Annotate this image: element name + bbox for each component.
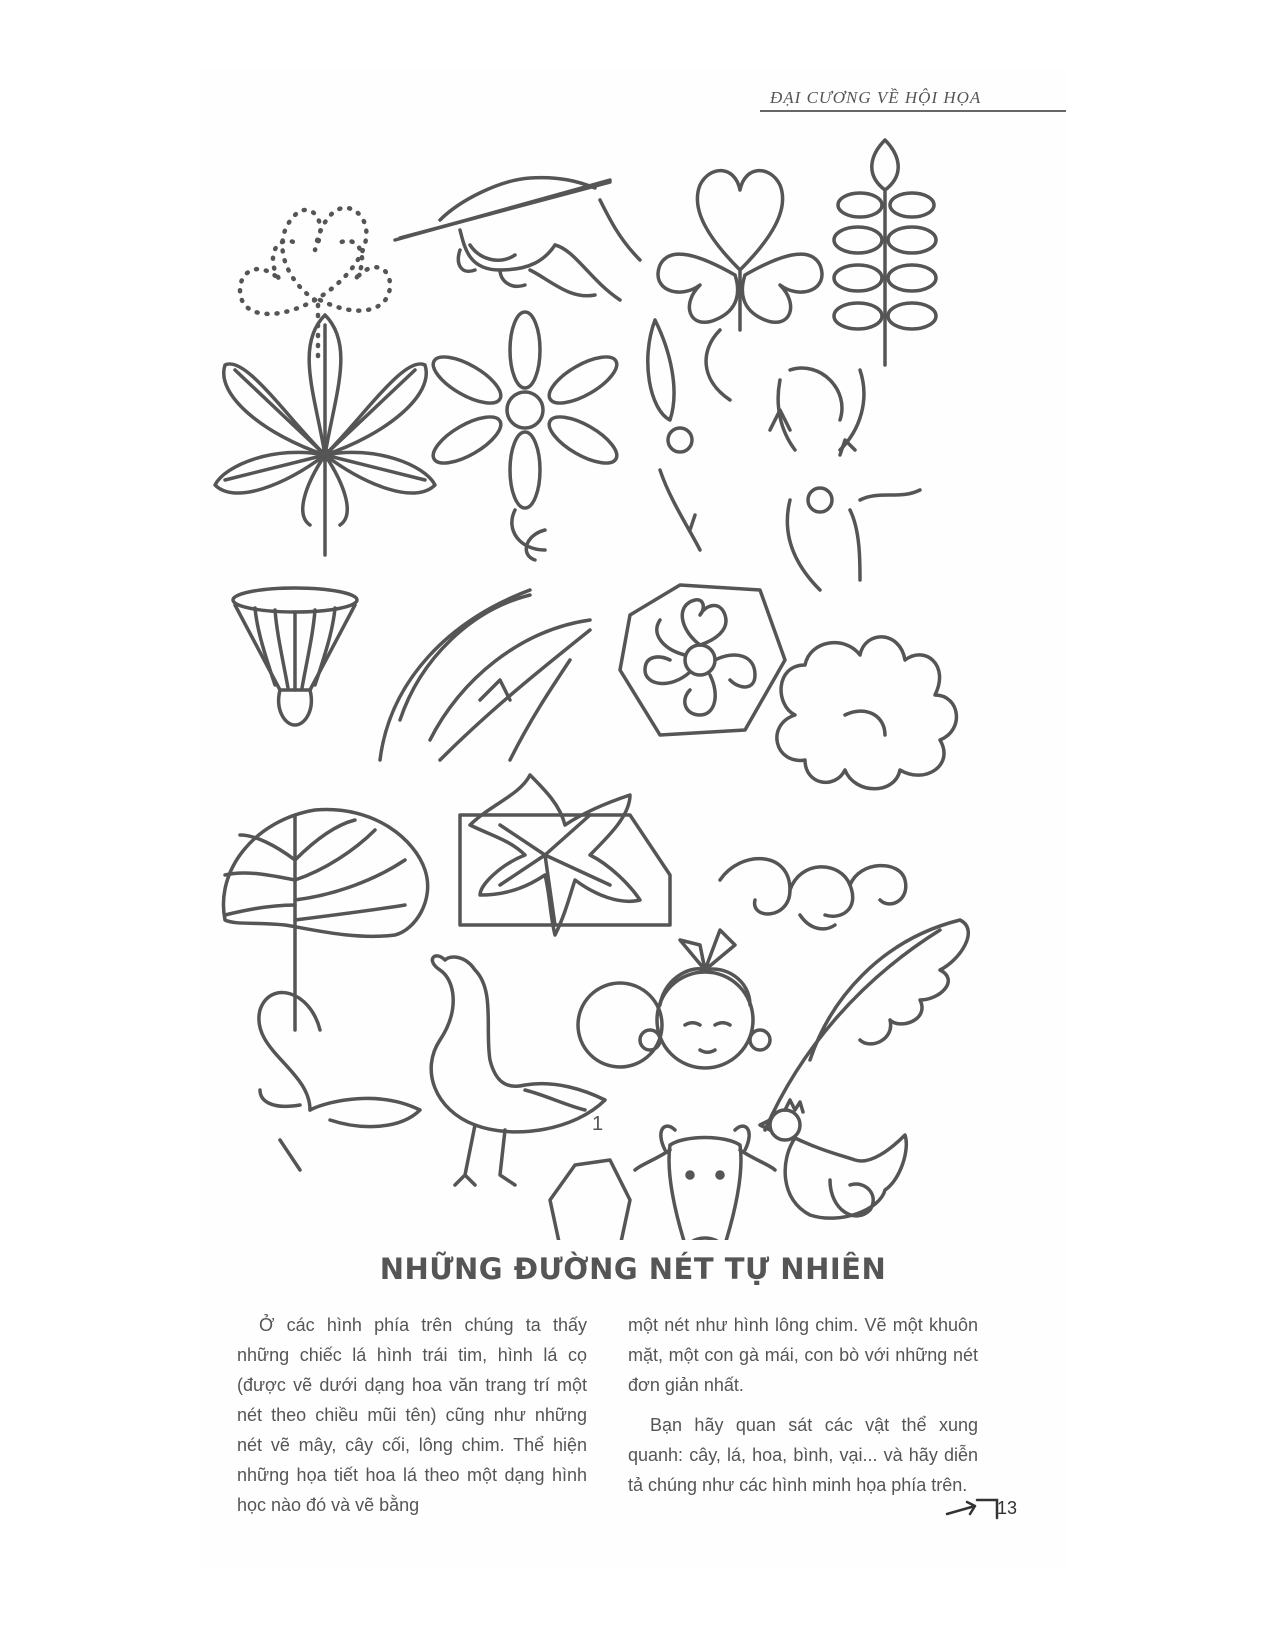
daisy-flower-drawing	[427, 312, 624, 560]
body-paragraph: Bạn hãy quan sát các vật thể xung quanh: cây, lá, hoa, bình, vại... và hãy diễn tả chúng như các hình minh họa phía trên.	[628, 1415, 978, 1495]
chestnut-leaf-drawing	[215, 315, 435, 555]
body-column-left	[237, 1310, 587, 1530]
leaf-stalk-drawing	[834, 140, 936, 365]
swan-line-drawing	[259, 993, 420, 1170]
page-title: NHỮNG ĐƯỜNG NÉT TỰ NHIÊN	[379, 1252, 887, 1286]
body-paragraph: một nét như hình lông chim. Vẽ một khuôn mặt, một con gà mái, con bò với những nét đơn giản nhất.	[628, 1315, 978, 1395]
swirl-ornament-drawing	[720, 859, 906, 929]
hexagon-shape-drawing	[550, 1160, 630, 1240]
dotted-clover-drawing	[240, 208, 390, 360]
shuttlecock-drawing	[233, 588, 357, 725]
illustrations	[200, 120, 1066, 1240]
body-paragraph: Ở các hình phía trên chúng ta thấy những chiếc lá hình trái tim, hình lá cọ (được vẽ dưới dạng hoa văn trang trí một nét theo chiều mũi tên) cũng như những nét vẽ mây, cây cối, lông chim. Thể hiện những họa tiết hoa lá theo một dạng hình học nào đó và vẽ bằng	[237, 1315, 587, 1515]
tree-leaf-drawing	[223, 810, 427, 1030]
feather-drawing	[765, 920, 968, 1130]
body-column-right	[628, 1310, 978, 1510]
cloud-drawing	[777, 637, 957, 789]
page-number: 13	[997, 1498, 1018, 1518]
maple-leaf-drawing	[460, 775, 670, 935]
goose-drawing	[431, 956, 605, 1185]
heart-clover-drawing	[658, 171, 822, 330]
figure-label: 1	[592, 1113, 604, 1135]
hand-pencil-drawing	[395, 178, 640, 300]
circle-shape-drawing	[578, 983, 662, 1067]
hexagon-flower-drawing	[620, 585, 785, 735]
girl-face-drawing	[640, 930, 770, 1068]
cow-head-drawing	[635, 1126, 775, 1240]
header-rule	[760, 110, 1066, 112]
running-header: ĐẠI CƯƠNG VỀ HỘI HỌA	[770, 88, 982, 107]
hen-drawing	[760, 1100, 906, 1218]
palm-leaf-drawing	[380, 590, 590, 760]
page-number-ornament-icon	[945, 1494, 1000, 1522]
leaf-strokes-arrows-drawing	[648, 320, 920, 590]
